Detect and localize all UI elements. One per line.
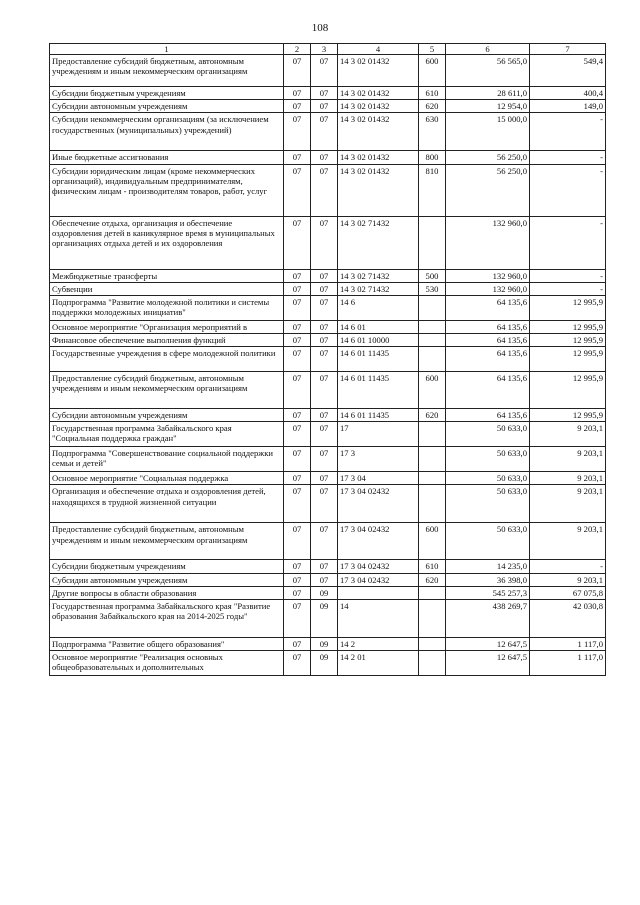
amount-col7: 12 995,9 [530,320,606,333]
expense-type: 610 [419,87,446,100]
subsection-code: 07 [311,100,338,113]
amount-col6: 50 633,0 [446,523,530,560]
expense-type [419,637,446,650]
table-row [50,586,606,599]
section-code: 07 [284,599,311,637]
row-name: Субсидии автономным учреждениям [50,100,284,113]
table-row [50,333,606,346]
target-code: 14 3 02 71432 [338,216,419,269]
row-name: Обеспечение отдыха, организация и обеспечение оздоровления детей в каникулярное время в муниципальных организациях отдыха детей и их оздоровления [50,216,284,269]
expense-type [419,599,446,637]
table-row [50,113,606,151]
amount-col7: 9 203,1 [530,485,606,523]
subsection-code: 07 [311,523,338,560]
expense-type: 600 [419,55,446,87]
amount-col7: - [530,113,606,151]
target-code: 17 3 04 02432 [338,560,419,573]
subsection-code: 07 [311,485,338,523]
amount-col6: 438 269,7 [446,599,530,637]
table-row [50,164,606,216]
table-row [50,347,606,372]
target-code: 17 3 04 02432 [338,523,419,560]
subsection-code: 09 [311,599,338,637]
amount-col6: 36 398,0 [446,573,530,586]
expense-type: 600 [419,523,446,560]
subsection-code: 07 [311,164,338,216]
table-row [50,282,606,295]
section-code: 07 [284,151,311,164]
row-name: Подпрограмма "Развитие общего образования" [50,637,284,650]
row-name: Основное мероприятие "Социальная поддержка [50,472,284,485]
row-name: Организация и обеспечение отдыха и оздоровления детей, находящихся в трудной жизненной ситуации [50,485,284,523]
amount-col7: - [530,560,606,573]
amount-col7: - [530,216,606,269]
table-row [50,372,606,409]
amount-col7: 12 995,9 [530,333,606,346]
expense-type: 620 [419,100,446,113]
subsection-code: 07 [311,472,338,485]
column-header: 4 [338,44,419,55]
table-row [50,599,606,637]
column-header: 7 [530,44,606,55]
table-row [50,100,606,113]
row-name: Государственные учреждения в сфере молодежной политики [50,347,284,372]
section-code: 07 [284,560,311,573]
subsection-code: 07 [311,87,338,100]
expense-type [419,333,446,346]
amount-col7: 12 995,9 [530,409,606,422]
amount-col7: - [530,151,606,164]
amount-col6: 56 565,0 [446,55,530,87]
row-name: Предоставление субсидий бюджетным, автономным учреждениям и иным некоммерческим организациям [50,523,284,560]
amount-col7: 400,4 [530,87,606,100]
amount-col7: 12 995,9 [530,347,606,372]
target-code: 14 6 01 11435 [338,372,419,409]
amount-col6: 64 135,6 [446,347,530,372]
expense-type [419,320,446,333]
row-name: Предоставление субсидий бюджетным, автономным учреждениям и иным некоммерческим организациям [50,372,284,409]
target-code: 14 3 02 01432 [338,113,419,151]
subsection-code: 07 [311,282,338,295]
table-row [50,55,606,87]
subsection-code: 07 [311,320,338,333]
amount-col7: 9 203,1 [530,523,606,560]
expense-type [419,347,446,372]
target-code: 14 6 01 10000 [338,333,419,346]
section-code: 07 [284,586,311,599]
amount-col6: 132 960,0 [446,282,530,295]
table-row [50,560,606,573]
amount-col7: 549,4 [530,55,606,87]
subsection-code: 07 [311,55,338,87]
column-header: 3 [311,44,338,55]
amount-col7: - [530,269,606,282]
target-code: 14 2 01 [338,650,419,675]
amount-col7: 12 995,9 [530,372,606,409]
target-code: 17 3 04 02432 [338,573,419,586]
row-name: Подпрограмма "Развитие молодежной политики и системы поддержки молодежных инициатив" [50,295,284,320]
amount-col7: 9 203,1 [530,573,606,586]
row-name: Другие вопросы в области образования [50,586,284,599]
subsection-code: 07 [311,422,338,447]
row-name: Государственная программа Забайкальского края "Социальная поддержка граждан" [50,422,284,447]
amount-col7: 42 030,8 [530,599,606,637]
column-header: 5 [419,44,446,55]
target-code: 14 3 02 01432 [338,55,419,87]
subsection-code: 07 [311,372,338,409]
amount-col6: 64 135,6 [446,320,530,333]
amount-col6: 14 235,0 [446,560,530,573]
amount-col6: 50 633,0 [446,422,530,447]
row-name: Субвенции [50,282,284,295]
page-number: 108 [311,22,329,34]
table-row [50,650,606,675]
subsection-code: 07 [311,560,338,573]
amount-col6: 15 000,0 [446,113,530,151]
amount-col6: 28 611,0 [446,87,530,100]
section-code: 07 [284,164,311,216]
section-code: 07 [284,485,311,523]
target-code: 17 3 04 02432 [338,485,419,523]
table-row [50,320,606,333]
subsection-code: 07 [311,295,338,320]
amount-col6: 56 250,0 [446,164,530,216]
table-row [50,216,606,269]
subsection-code: 07 [311,447,338,472]
amount-col6: 545 257,3 [446,586,530,599]
section-code: 07 [284,269,311,282]
amount-col6: 50 633,0 [446,447,530,472]
amount-col6: 132 960,0 [446,216,530,269]
section-code: 07 [284,523,311,560]
table-row [50,422,606,447]
amount-col7: 1 117,0 [530,650,606,675]
amount-col7: 9 203,1 [530,472,606,485]
subsection-code: 09 [311,637,338,650]
table-row [50,523,606,560]
expense-type: 620 [419,573,446,586]
amount-col7: 149,0 [530,100,606,113]
expense-type [419,650,446,675]
subsection-code: 07 [311,269,338,282]
column-header: 1 [50,44,284,55]
section-code: 07 [284,333,311,346]
amount-col6: 12 954,0 [446,100,530,113]
section-code: 07 [284,87,311,100]
section-code: 07 [284,320,311,333]
target-code: 14 3 02 01432 [338,164,419,216]
section-code: 07 [284,295,311,320]
subsection-code: 09 [311,586,338,599]
amount-col7: 9 203,1 [530,422,606,447]
subsection-code: 07 [311,573,338,586]
expense-type [419,586,446,599]
subsection-code: 07 [311,151,338,164]
row-name: Предоставление субсидий бюджетным, автономным учреждениям и иным некоммерческим организациям [50,55,284,87]
column-header: 6 [446,44,530,55]
target-code: 17 3 04 [338,472,419,485]
section-code: 07 [284,216,311,269]
expense-type: 500 [419,269,446,282]
row-name: Субсидии автономным учреждениям [50,409,284,422]
row-name: Субсидии автономным учреждениям [50,573,284,586]
amount-col7: 67 075,8 [530,586,606,599]
amount-col6: 64 135,6 [446,333,530,346]
table-body [50,55,606,676]
amount-col6: 12 647,5 [446,650,530,675]
amount-col6: 50 633,0 [446,485,530,523]
table-row [50,637,606,650]
section-code: 07 [284,282,311,295]
table-header [50,44,606,55]
table-row [50,485,606,523]
target-code: 14 3 02 01432 [338,151,419,164]
row-name: Основное мероприятие "Реализация основных общеобразовательных и дополнительных [50,650,284,675]
section-code: 07 [284,113,311,151]
expense-type: 530 [419,282,446,295]
table-row [50,409,606,422]
table-row [50,151,606,164]
target-code: 14 6 01 11435 [338,347,419,372]
amount-col7: 12 995,9 [530,295,606,320]
amount-col6: 56 250,0 [446,151,530,164]
table-row [50,447,606,472]
expense-type [419,295,446,320]
amount-col6: 64 135,6 [446,295,530,320]
section-code: 07 [284,472,311,485]
section-code: 07 [284,447,311,472]
expense-type: 630 [419,113,446,151]
table-row [50,87,606,100]
section-code: 07 [284,372,311,409]
expense-type: 620 [419,409,446,422]
target-code: 14 3 02 71432 [338,282,419,295]
expense-type: 800 [419,151,446,164]
amount-col7: 1 117,0 [530,637,606,650]
amount-col7: - [530,282,606,295]
target-code: 17 3 [338,447,419,472]
table-row [50,269,606,282]
target-code: 14 2 [338,637,419,650]
table-row [50,573,606,586]
target-code [338,586,419,599]
section-code: 07 [284,650,311,675]
budget-table [49,43,606,676]
subsection-code: 07 [311,409,338,422]
subsection-code: 07 [311,333,338,346]
row-name: Основное мероприятие "Организация мероприятий в [50,320,284,333]
row-name: Иные бюджетные ассигнования [50,151,284,164]
table-row [50,472,606,485]
subsection-code: 07 [311,216,338,269]
target-code: 14 6 01 [338,320,419,333]
row-name: Подпрограмма "Совершенствование социальной поддержки семьи и детей" [50,447,284,472]
target-code: 14 [338,599,419,637]
amount-col6: 12 647,5 [446,637,530,650]
amount-col6: 64 135,6 [446,409,530,422]
expense-type [419,422,446,447]
subsection-code: 09 [311,650,338,675]
amount-col7: 9 203,1 [530,447,606,472]
expense-type: 810 [419,164,446,216]
subsection-code: 07 [311,113,338,151]
header-row [50,44,606,55]
target-code: 17 [338,422,419,447]
expense-type: 610 [419,560,446,573]
row-name: Субсидии бюджетным учреждениям [50,87,284,100]
target-code: 14 6 [338,295,419,320]
row-name: Межбюджетные трансферты [50,269,284,282]
expense-type [419,472,446,485]
section-code: 07 [284,637,311,650]
target-code: 14 3 02 01432 [338,87,419,100]
section-code: 07 [284,55,311,87]
section-code: 07 [284,422,311,447]
target-code: 14 6 01 11435 [338,409,419,422]
row-name: Государственная программа Забайкальского края "Развитие образования Забайкальского края на 2014-2025 годы" [50,599,284,637]
subsection-code: 07 [311,347,338,372]
amount-col6: 64 135,6 [446,372,530,409]
amount-col6: 50 633,0 [446,472,530,485]
row-name: Субсидии некоммерческим организациям (за исключением государственных (муниципальных) учреждений) [50,113,284,151]
amount-col7: - [530,164,606,216]
section-code: 07 [284,573,311,586]
amount-col6: 132 960,0 [446,269,530,282]
row-name: Субсидии юридическим лицам (кроме некоммерческих организаций), индивидуальным предпринимателям, физическим лицам - производителям товаров, работ, услуг [50,164,284,216]
expense-type [419,447,446,472]
expense-type [419,485,446,523]
section-code: 07 [284,409,311,422]
section-code: 07 [284,100,311,113]
expense-type: 600 [419,372,446,409]
section-code: 07 [284,347,311,372]
expense-type [419,216,446,269]
column-header: 2 [284,44,311,55]
row-name: Финансовое обеспечение выполнения функций [50,333,284,346]
target-code: 14 3 02 71432 [338,269,419,282]
target-code: 14 3 02 01432 [338,100,419,113]
table-row [50,295,606,320]
row-name: Субсидии бюджетным учреждениям [50,560,284,573]
